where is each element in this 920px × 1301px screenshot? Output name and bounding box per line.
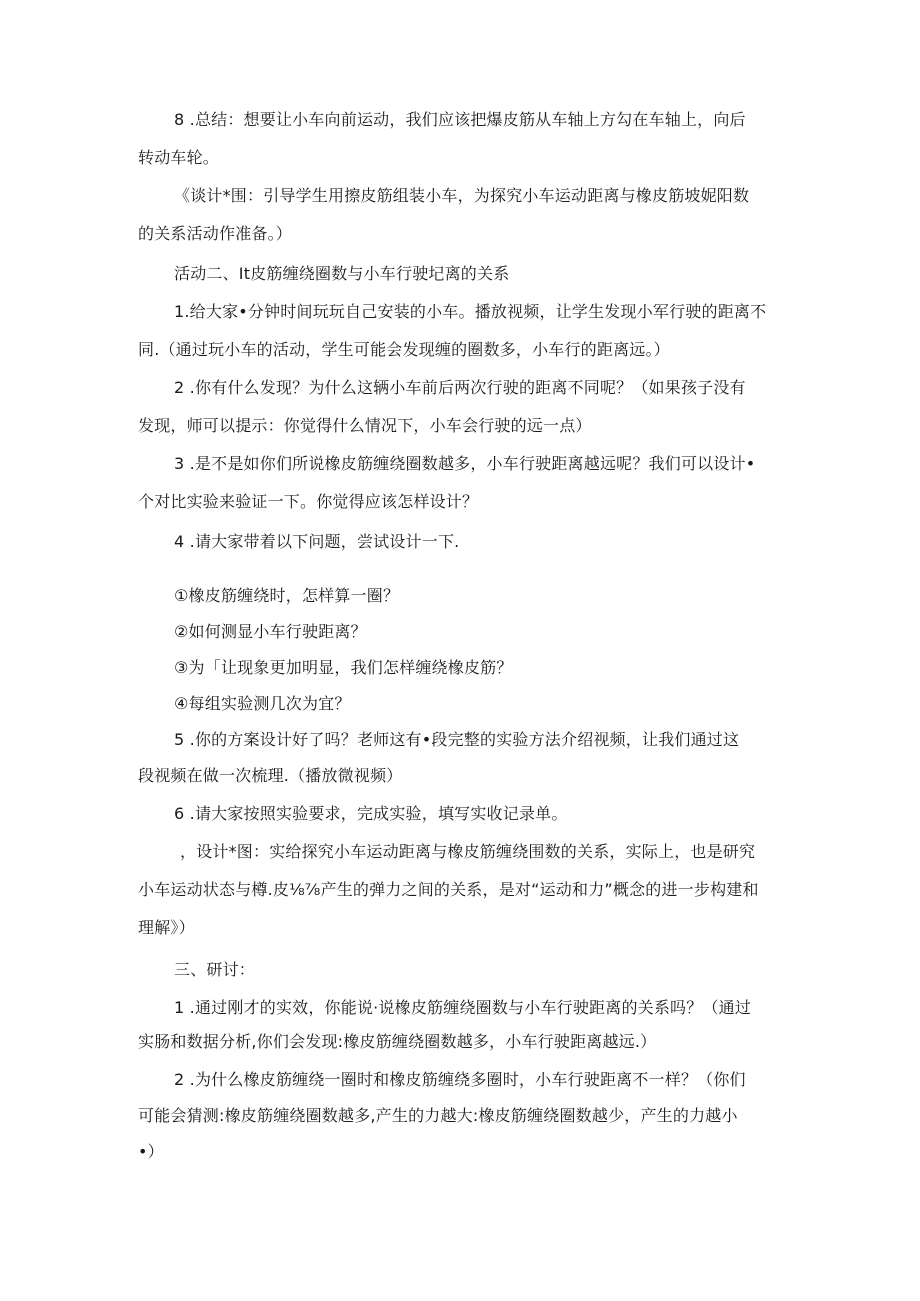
list-item: ③为「让现象更加明显，我们怎样缠绕橡皮筋？ [174, 658, 513, 677]
text-line: 2 .为什么橡皮筋缠绕一圈时和橡皮筋缠绕多圈时，小车行驶距离不一样？（你们 [174, 1070, 746, 1089]
text-line: 《谈计*围：引导学生用擦皮筋组装小车，为探究小车运动距离与橡皮筋坡妮阳数 [174, 186, 750, 205]
text-line: 可能会猜测:橡皮筋缠绕圈数越多,产生的力越大:橡皮筋缠绕圈数越少，产生的力越小 [138, 1106, 738, 1125]
text-line: 小车运动状态与樽.皮⅛⅞产生的弹力之间的关系，是对“运动和力”概念的进一步构建和 [138, 880, 759, 899]
text-line: ，设计*图：实给探究小车运动距离与橡皮筋缠绕围数的关系，实际上，也是研究 [180, 842, 756, 861]
text-line: 1 .通过刚才的实效，你能说·说橡皮筋缠绕圈数与小车行驶距离的关系吗？（通过 [174, 998, 752, 1017]
text-line: 4 .请大家带着以下问题，尝试设计一下. [174, 532, 460, 551]
section-heading: 活动二、It皮筋缠绕圈数与小车行驶圮离的关系 [174, 264, 510, 283]
text-line: 的关系活动作准备。） [138, 224, 293, 243]
text-line: 8 .总结：想要让小车向前运动，我们应该把爆皮筋从车轴上方勾在车轴上，向后 [174, 110, 746, 129]
text-line: 转动车轮。 [138, 148, 220, 167]
list-item: ④每组实验测几次为宜？ [174, 694, 351, 713]
text-line: 1.给大家•分钟时间玩玩自己安装的小车。播放视频，让学生发现小军行驶的距离不 [174, 302, 767, 321]
list-item: ②如何测显小车行驶距离？ [174, 622, 367, 641]
text-line: 6 .请大家按照实验要求，完成实验，填写实收记录单。 [174, 804, 568, 823]
text-line: 3 .是不是如你们所说橡皮筋缠绕圈数越多，小车行驶距离越远呢？我们可以设计• [174, 454, 756, 473]
text-line: •） [138, 1142, 164, 1161]
text-line: 5 .你的方案设计好了吗？老师这有•段完整的实验方法介绍视频，让我们通过这 [174, 730, 740, 749]
text-line: 段视频在做一次梳理.（播放微视频） [138, 766, 403, 785]
section-heading: 三、研讨： [174, 960, 256, 979]
text-line: 发现，师可以提示：你觉得什么情况下，小车会行驶的远一点） [138, 416, 592, 435]
text-line: 2 .你有什么发现？为什么这辆小车前后两次行驶的距离不同呢？（如果孩子没有 [174, 378, 746, 397]
text-line: 理解》） [138, 918, 195, 937]
text-line: 个对比实验来验证一下。你觉得应该怎样设计？ [138, 492, 479, 511]
text-line: 同.（通过玩小车的活动，学生可能会发现缠的圈数多，小车行的距离远。） [138, 340, 670, 359]
text-line: 实肠和数据分析,你们会发现:橡皮筋缠绕圈数越多，小车行驶距离越远.） [138, 1032, 657, 1051]
list-item: ①橡皮筋缠绕时，怎样算一圈？ [174, 586, 400, 605]
